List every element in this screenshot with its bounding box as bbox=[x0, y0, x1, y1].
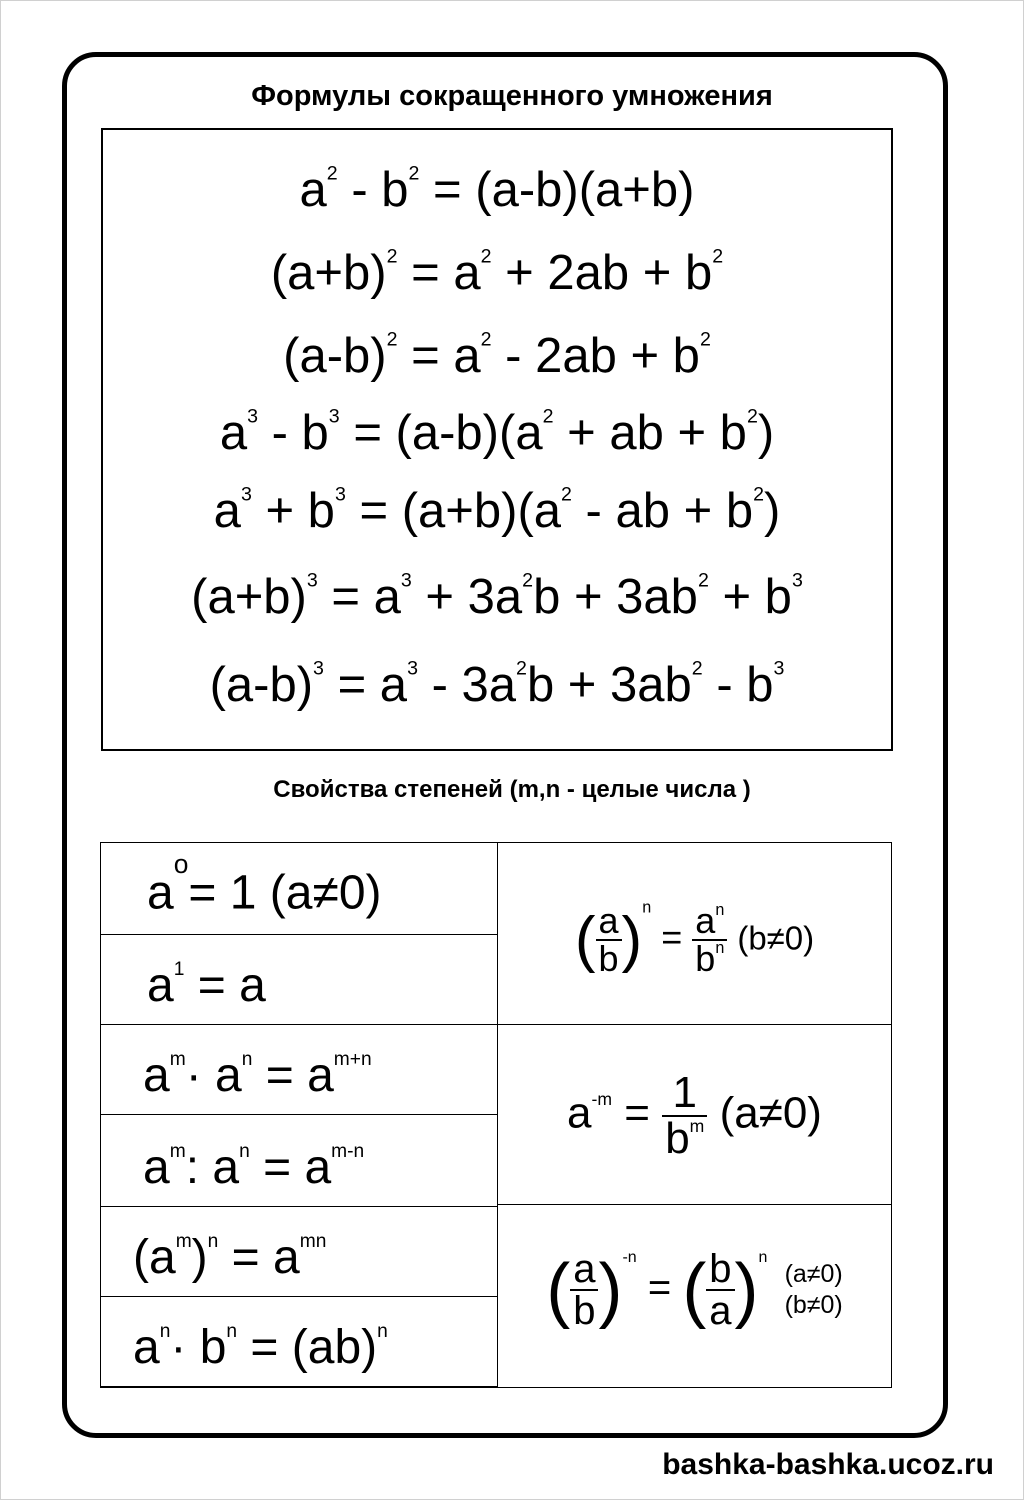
prop-power-of-quotient: ( $\frac{a}{b}$ )$^n$ = $\frac{a^n}{b^n}$ (b≠0) bbox=[498, 843, 891, 1025]
prop-power-of-power: $(a^m)^n = a^{mn}$ bbox=[101, 1207, 497, 1297]
formula-difference-of-cubes: $a^3 - b^3 = (a-b)(a^2$ + ab + $b^2$) bbox=[219, 405, 775, 460]
formula-sum-of-cubes: $a^3 + b^3 = (a+b)(a^2$ - ab + $b^2$) bbox=[213, 483, 781, 538]
properties-table bbox=[100, 842, 892, 1388]
prop-power-of-product: $a^n\cdot b^n = (ab)^n$ bbox=[101, 1297, 497, 1387]
prop-zero-power: $a^o= 1$ (a≠0) bbox=[101, 843, 497, 935]
prop-negative-power: $a^{-m}$ = $\frac{1}{b^m}$ (a≠0) bbox=[498, 1025, 891, 1205]
section-subtitle: Свойства степеней (m,n - целые числа ) bbox=[273, 776, 751, 803]
prop-first-power: $a^1 = a$ bbox=[101, 935, 497, 1025]
formula-square-of-difference: $(a-b)^2 = a^2 - 2ab + b^2$ bbox=[283, 328, 711, 383]
prop-quotient-of-powers: $a^m$: $a^n = a^{m-n}$ bbox=[101, 1115, 497, 1207]
formulas-box bbox=[101, 128, 893, 751]
prop-product-of-powers: $a^m\cdot a^n = a^{m+n}$ bbox=[101, 1025, 497, 1115]
formula-difference-of-squares: $a^2 - b^2 = (a-b)(a+b)$ bbox=[299, 162, 695, 217]
formula-cube-of-sum: $(a+b)^3 = a^3 + 3a^2b + 3ab^2 + b^3$ bbox=[191, 569, 803, 624]
prop-negative-power-of-quotient: ( $\frac{a}{b}$ )$^{-n}$ = ( $\frac{b}{a}$ )$^n$ (a≠0) (b≠0) bbox=[546, 1247, 843, 1333]
formula-cube-of-difference: $(a-b)^3 = a^3 - 3a^2b + 3ab^2 - b^3$ bbox=[209, 657, 785, 712]
formula-square-of-sum: $(a+b)^2 = a^2 + 2ab + b^2$ bbox=[270, 245, 724, 300]
page-title: Формулы сокращенного умножения bbox=[251, 80, 773, 112]
site-url: bashka-bashka.ucoz.ru bbox=[662, 1448, 994, 1481]
